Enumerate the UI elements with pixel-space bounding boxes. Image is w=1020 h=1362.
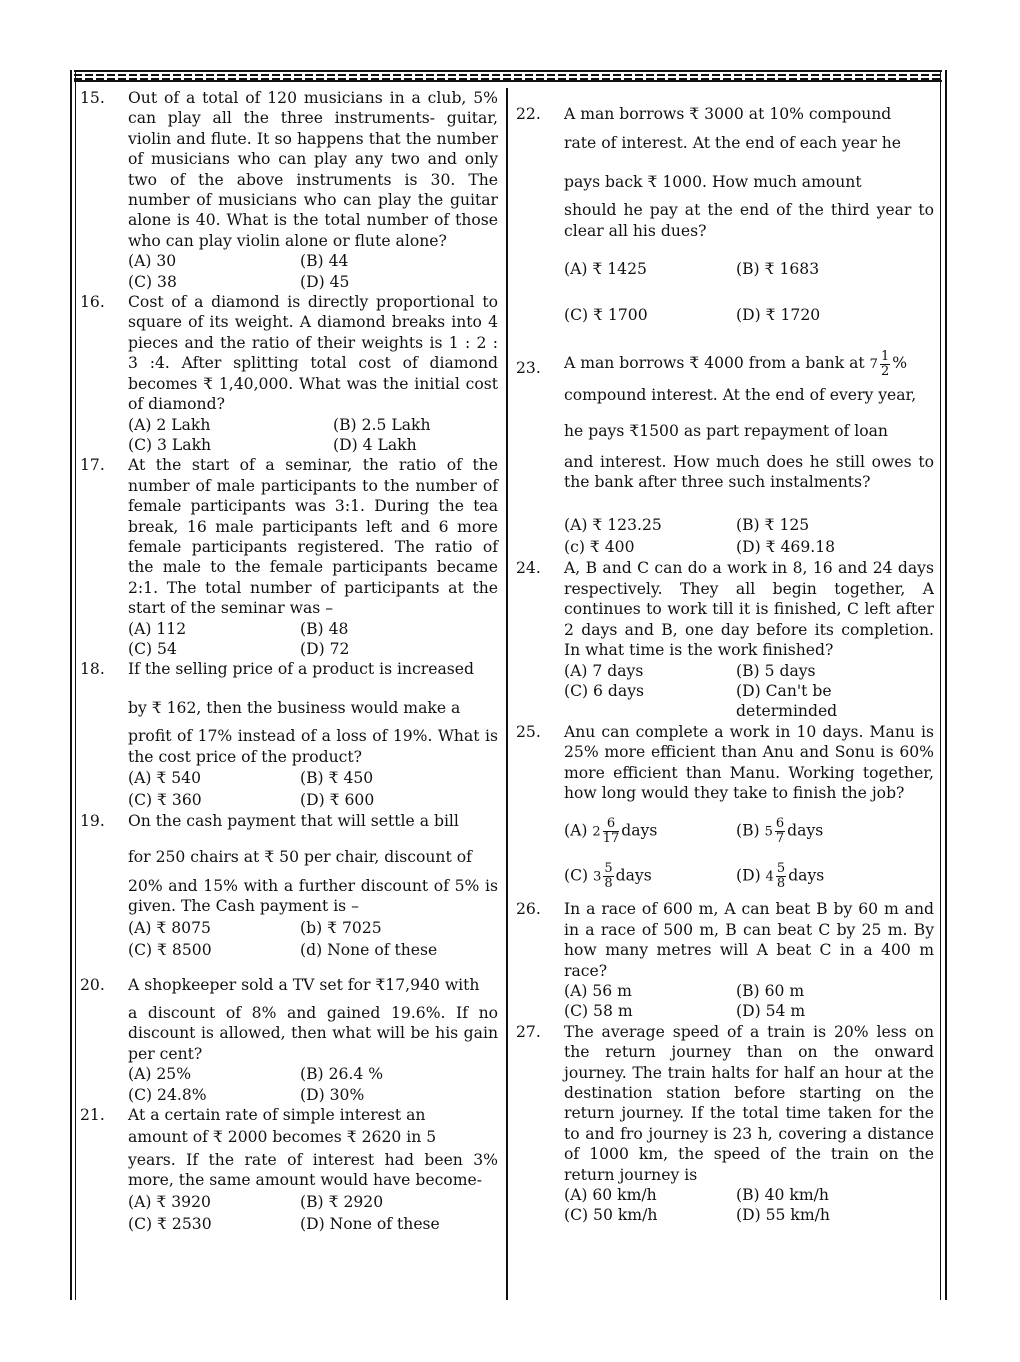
option-a: (A) ₹ 8075 bbox=[128, 918, 211, 937]
option-b: (B) ₹ 125 bbox=[736, 516, 810, 535]
rate-mixed-number bbox=[869, 348, 893, 379]
option-c: (C) 58 m bbox=[564, 1002, 633, 1021]
option-d: (D) 30% bbox=[300, 1085, 365, 1104]
rate-fraction bbox=[880, 350, 890, 379]
question-text: Out of a total of 120 musicians in a club, 5% can play all the three instruments- guitar, violin and flute. It so happens that the number of musicians who can play any two and only two of the above instruments is 30. The number of musicians who can play the guitar alone is 40. What is the total number of those who can play violin alone or flute alone? bbox=[128, 89, 498, 250]
denominator: 7 bbox=[775, 831, 785, 847]
question-text: At the start of a seminar, the ratio of the number of male participants to the number of female participants was 3:1. During the tea break, 16 male participants left and 6 more female participants registered. The ratio of the male to the female participants became 2:1. The total number of participants at the start of the seminar was – bbox=[128, 456, 498, 618]
option-b: (B) ₹ 2920 bbox=[300, 1192, 384, 1211]
column-divider bbox=[506, 88, 508, 1300]
option-a: (A) 56 m bbox=[564, 981, 632, 1000]
option-a: (A) ₹ 3920 bbox=[128, 1192, 211, 1211]
unit: days bbox=[621, 821, 658, 840]
question-number: 19. bbox=[80, 812, 105, 830]
unit: days bbox=[615, 866, 652, 885]
numerator: 5 bbox=[604, 861, 613, 877]
mixed-whole: 2 bbox=[592, 824, 601, 840]
question-text-rest: 20% and 15% with a further discount of 5% is given. The Cash payment is – bbox=[128, 876, 498, 916]
question-text: Cost of a diamond is directly proportional to square of its weight. A diamond breaks into 4 pieces and the ratio of their weights is 1 : 2 : 3 :4. After splitting total cost of diamond becomes ₹ 1,40,000. What was the initial cost of diamond? bbox=[128, 293, 498, 414]
option-label: (D) bbox=[736, 866, 761, 885]
option-d: (D) ₹ 1720 bbox=[736, 306, 821, 325]
question-text-line-1: If the selling price of a product is increased bbox=[128, 660, 474, 679]
question-24 bbox=[516, 558, 934, 721]
question-number: 18. bbox=[80, 660, 105, 679]
question-text-line-2: compound interest. At the end of every year, bbox=[564, 385, 917, 404]
option-b: (B) 48 bbox=[300, 619, 349, 638]
top-double-border bbox=[74, 70, 942, 82]
option-b: (B) 2.5 Lakh bbox=[333, 415, 431, 434]
option-a: (A) 30 bbox=[128, 252, 177, 271]
option-d: (D) 72 bbox=[300, 639, 350, 658]
option-label: (A) bbox=[564, 821, 588, 840]
option-c: (C) 54 bbox=[128, 639, 177, 658]
question-27 bbox=[516, 1022, 934, 1226]
question-text-rest: should he pay at the end of the third year to clear all his dues? bbox=[564, 201, 934, 240]
option-a: (A) ₹ 123.25 bbox=[564, 516, 662, 535]
question-26 bbox=[516, 899, 934, 1021]
mixed-fraction bbox=[603, 817, 620, 846]
option-b: (B) 60 m bbox=[736, 981, 805, 1000]
question-text-line-2: for 250 chairs at ₹ 50 per chair, discount of bbox=[128, 848, 472, 867]
option-c: (C) ₹ 2530 bbox=[128, 1214, 212, 1233]
question-text-line-1: On the cash payment that will settle a bill bbox=[128, 812, 459, 830]
question-15 bbox=[80, 88, 498, 292]
question-text-line-1: A shopkeeper sold a TV set for ₹17,940 with bbox=[128, 975, 480, 994]
mixed-fraction bbox=[775, 817, 785, 846]
question-18 bbox=[80, 659, 498, 811]
option-c: (C) 3 Lakh bbox=[128, 435, 212, 454]
question-text: Anu can complete a work in 10 days. Manu is 25% more efficient than Anu and Sonu is 60% more efficient than Manu. Working together, how long would they take to finish the job? bbox=[564, 722, 934, 802]
option-b: (B) ₹ 1683 bbox=[736, 260, 820, 279]
option-c: (C) ₹ 1700 bbox=[564, 306, 648, 325]
mixed-fraction bbox=[776, 862, 786, 891]
question-19 bbox=[80, 811, 498, 961]
numerator: 6 bbox=[603, 817, 620, 832]
option-d: (D) 4 Lakh bbox=[333, 435, 417, 454]
numerator: 5 bbox=[776, 861, 786, 877]
unit: days bbox=[787, 821, 824, 840]
option-a: (A) ₹ 540 bbox=[128, 769, 202, 787]
question-number: 20. bbox=[80, 975, 105, 994]
right-column bbox=[516, 104, 934, 1226]
question-number: 24. bbox=[516, 559, 541, 578]
question-text: In a race of 600 m, A can beat B by 60 m and in a race of 500 m, B can beat C by 25 m. By how many metres will A beat C in a 400 m race? bbox=[564, 900, 934, 980]
option-c: (C) 38 bbox=[128, 272, 177, 291]
denominator: 8 bbox=[776, 876, 786, 892]
question-text-rest: profit of 17% instead of a loss of 19%. What is the cost price of the product? bbox=[128, 727, 498, 766]
left-inner-rule bbox=[75, 70, 76, 1300]
option-b: (B) 40 km/h bbox=[736, 1186, 829, 1205]
option-b: (B) 5 days bbox=[736, 661, 816, 680]
right-inner-rule bbox=[940, 70, 941, 1300]
mixed-whole: 4 bbox=[765, 869, 774, 885]
question-text-line-1: A man borrows ₹ 3000 at 10% compound bbox=[564, 105, 892, 123]
question-text-line-2: amount of ₹ 2000 becomes ₹ 2620 in 5 bbox=[128, 1128, 437, 1147]
option-label: (C) bbox=[564, 866, 589, 885]
question-text-line-2: rate of interest. At the end of each year he bbox=[564, 134, 902, 153]
rate-denominator: 2 bbox=[880, 363, 890, 379]
option-a: (A) 60 km/h bbox=[564, 1186, 657, 1205]
option-a: (A) 2 Lakh bbox=[128, 415, 211, 434]
right-outer-rule bbox=[945, 70, 947, 1300]
option-c: (C) 50 km/h bbox=[564, 1206, 658, 1225]
option-d: (D) ₹ 600 bbox=[300, 791, 375, 809]
question-number: 22. bbox=[516, 105, 541, 123]
mixed-whole: 3 bbox=[593, 869, 602, 885]
denominator: 8 bbox=[604, 876, 613, 892]
question-number: 16. bbox=[80, 293, 105, 312]
question-17 bbox=[80, 455, 498, 659]
question-text-line-3: he pays ₹1500 as part repayment of loan bbox=[564, 422, 888, 441]
rate-numerator: 1 bbox=[880, 348, 890, 364]
option-b: (B) 26.4 % bbox=[300, 1065, 384, 1084]
left-column bbox=[80, 88, 498, 1235]
question-number: 27. bbox=[516, 1022, 541, 1041]
option-c: (C) 24.8% bbox=[128, 1085, 207, 1104]
question-23 bbox=[516, 350, 934, 559]
question-16 bbox=[80, 292, 498, 455]
option-d: (D) 55 km/h bbox=[736, 1206, 830, 1225]
option-a: (A) ₹ 1425 bbox=[564, 260, 647, 279]
question-number: 23. bbox=[516, 358, 541, 377]
question-22 bbox=[516, 104, 934, 326]
rate-whole: 7 bbox=[869, 356, 878, 372]
question-text-line-1 bbox=[564, 350, 934, 379]
question-number: 21. bbox=[80, 1106, 105, 1125]
mixed-fraction bbox=[603, 862, 613, 891]
question-20 bbox=[80, 975, 498, 1105]
option-c: (C) 6 days bbox=[564, 681, 645, 700]
question-text-rest: a discount of 8% and gained 19.6%. If no discount is allowed, then what will be his gain per cent? bbox=[128, 1004, 498, 1063]
question-text-line-2: by ₹ 162, then the business would make a bbox=[128, 698, 461, 717]
mixed-whole: 5 bbox=[764, 824, 773, 840]
question-text-line-3: pays back ₹ 1000. How much amount bbox=[564, 172, 862, 191]
question-number: 25. bbox=[516, 722, 541, 741]
option-d: (D) 54 m bbox=[736, 1002, 806, 1021]
option-b: (b) ₹ 7025 bbox=[300, 918, 382, 937]
option-label: (B) bbox=[736, 821, 760, 840]
numerator: 6 bbox=[775, 816, 785, 832]
question-21 bbox=[80, 1105, 498, 1235]
option-c: (C) ₹ 360 bbox=[128, 791, 202, 809]
option-c: (C) ₹ 8500 bbox=[128, 940, 212, 959]
question-text-rest: years. If the rate of interest had been 3% more, the same amount would have become- bbox=[128, 1150, 498, 1190]
left-outer-rule bbox=[70, 70, 72, 1300]
option-c bbox=[564, 862, 736, 891]
option-d: (d) None of these bbox=[300, 940, 438, 959]
question-text: A, B and C can do a work in 8, 16 and 24 days respectively. They all begin together, A continues to work till it is finished, C left after 2 days and B, one day before its completion. In what time is the work finished? bbox=[564, 559, 934, 660]
option-d: (D) ₹ 469.18 bbox=[736, 538, 836, 557]
question-text-line-1: At a certain rate of simple interest an bbox=[128, 1106, 426, 1125]
option-b: (B) ₹ 450 bbox=[300, 769, 374, 787]
question-number: 15. bbox=[80, 89, 105, 107]
option-a bbox=[564, 817, 736, 846]
option-b bbox=[736, 817, 934, 846]
option-d: (D) 45 bbox=[300, 272, 350, 291]
option-a: (A) 7 days bbox=[564, 661, 644, 680]
option-d bbox=[736, 862, 934, 891]
question-text-rest: and interest. How much does he still owes to the bank after three such instalments? bbox=[564, 452, 934, 492]
question-text: The average speed of a train is 20% less on the return journey than on the onward journey. The train halts for half an hour at the destination station before starting on the return journey. If the total time taken for the to and fro journey is 23 h, covering a distance of 1000 km, the speed of the train on the return journey is bbox=[564, 1022, 934, 1184]
option-b: (B) 44 bbox=[300, 252, 349, 271]
denominator: 17 bbox=[602, 831, 620, 847]
option-d: (D) Can't be determinded bbox=[736, 681, 838, 721]
question-number: 26. bbox=[516, 900, 541, 919]
question-text-start: A man borrows ₹ 4000 from a bank at bbox=[564, 353, 865, 372]
option-d: (D) None of these bbox=[300, 1214, 440, 1233]
question-25 bbox=[516, 722, 934, 892]
option-c: (c) ₹ 400 bbox=[564, 538, 635, 557]
unit: days bbox=[788, 866, 825, 885]
question-number: 17. bbox=[80, 456, 105, 475]
option-a: (A) 25% bbox=[128, 1065, 192, 1084]
percent-sign: % bbox=[892, 353, 908, 372]
option-a: (A) 112 bbox=[128, 619, 187, 638]
